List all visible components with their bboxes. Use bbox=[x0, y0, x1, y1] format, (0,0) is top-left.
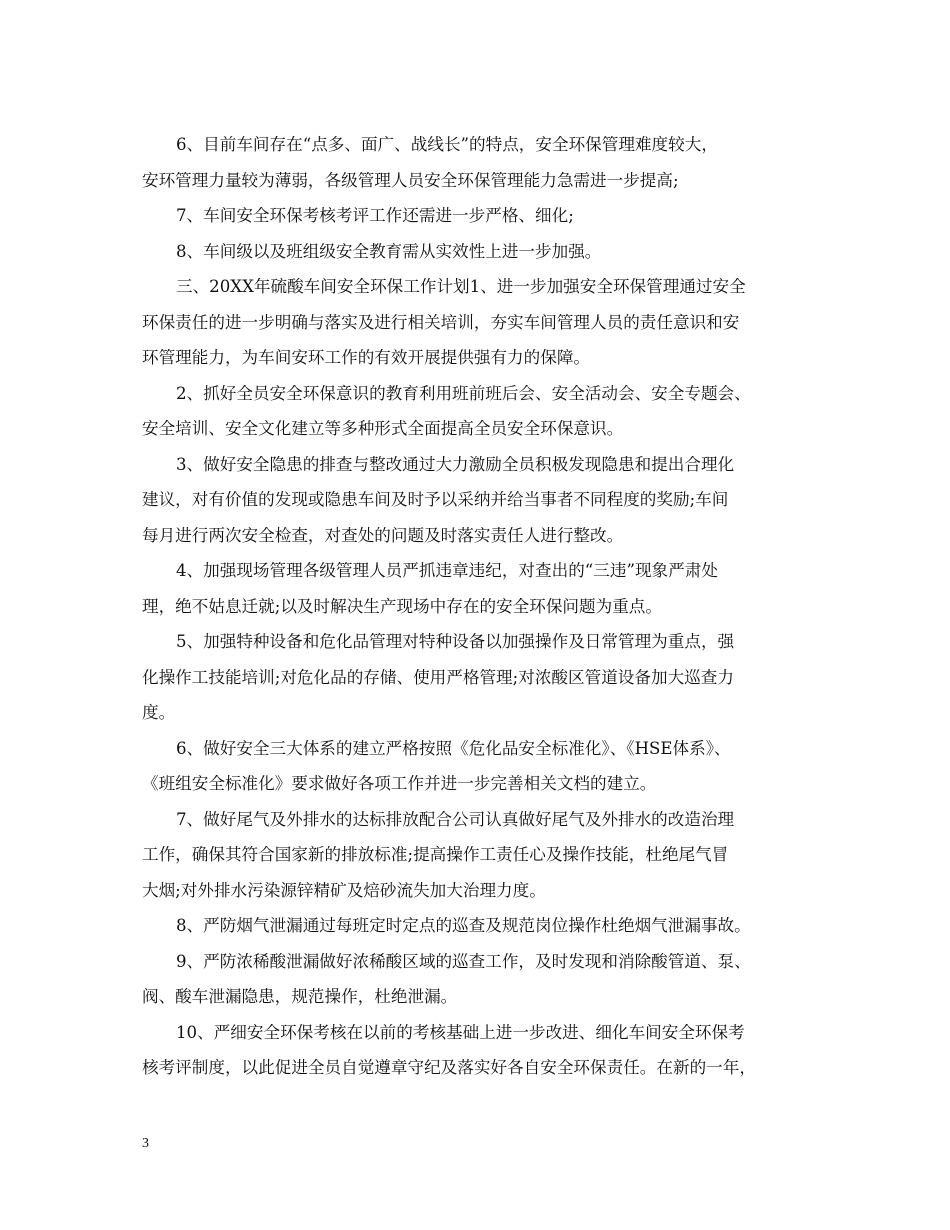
paragraph-line: 理，绝不姑息迁就;以及时解决生产现场中存在的安全环保问题为重点。 bbox=[142, 596, 662, 616]
paragraph-line: 每月进行两次安全检查，对查处的问题及时落实责任人进行整改。 bbox=[142, 525, 624, 545]
paragraph-line: 大烟;对外排水污染源锌精矿及焙砂流失加大治理力度。 bbox=[142, 880, 546, 900]
paragraph-line: 核考评制度，以此促进全员自觉遵章守纪及落实好各自安全环保责任。在新的一年， bbox=[142, 1058, 756, 1077]
paragraph-first-line: 4、加强现场管理各级管理人员严抓违章违纪，对查出的“三违”现象严肃处 bbox=[176, 561, 718, 580]
paragraph-first-line: 2、抓好全员安全环保意识的教育利用班前班后会、安全活动会、安全专题会、 bbox=[176, 383, 751, 403]
paragraph-line: 安全培训、安全文化建立等多种形式全面提高全员安全环保意识。 bbox=[142, 419, 624, 438]
paragraph-line: 度。 bbox=[142, 703, 176, 722]
paragraph-first-line: 10、严细安全环保考核在以前的考核基础上进一步改进、细化车间安全环保考 bbox=[176, 1022, 745, 1042]
paragraph-line: 《班组安全标准化》要求做好各项工作并进一步完善相关文档的建立。 bbox=[142, 774, 657, 793]
paragraph-first-line: 6、目前车间存在“点多、面广、战线长”的特点，安全环保管理难度较大， bbox=[176, 135, 718, 154]
paragraph-first-line: 8、严防烟气泄漏通过每班定时定点的巡查及规范岗位操作杜绝烟气泄漏事故。 bbox=[176, 916, 751, 935]
paragraph-line: 环管理能力，为车间安环工作的有效开展提供强有力的保障。 bbox=[142, 348, 591, 367]
document-body bbox=[142, 127, 822, 1086]
paragraph-line: 化操作工技能培训;对危化品的存储、使用严格管理;对浓酸区管道设备加大巡查力 bbox=[142, 667, 734, 687]
paragraph-first-line: 6、做好安全三大体系的建立严格按照《危化品安全标准化》、《HSE体系》、 bbox=[176, 738, 731, 758]
paragraph-first-line: 三、20XX年硫酸车间安全环保工作计划1、进一步加强安全环保管理通过安全 bbox=[176, 277, 746, 296]
paragraph-first-line: 5、加强特种设备和危化品管理对特种设备以加强操作及日常管理为重点，强 bbox=[176, 632, 735, 651]
paragraph-line: 建议，对有价值的发现或隐患车间及时予以采纳并给当事者不同程度的奖励;车间 bbox=[142, 490, 729, 509]
paragraph-first-line: 3、做好安全隐患的排查与整改通过大力激励全员积极发现隐患和提出合理化 bbox=[176, 454, 735, 474]
paragraph-line: 工作，确保其符合国家新的排放标准;提高操作工责任心及操作技能，杜绝尾气冒 bbox=[142, 845, 729, 864]
paragraph-first-line: 7、车间安全环保考核考评工作还需进一步严格、细化; bbox=[176, 206, 574, 225]
paragraph-line: 环保责任的进一步明确与落实及进行相关培训，夯实车间管理人员的责任意识和安 bbox=[142, 312, 740, 332]
paragraph-line: 阀、酸车泄漏隐患，规范操作，杜绝泄漏。 bbox=[142, 987, 458, 1006]
paragraph-line: 安环管理力量较为薄弱，各级管理人员安全环保管理能力急需进一步提高; bbox=[142, 170, 679, 190]
page-number: 3 bbox=[142, 1136, 149, 1151]
paragraph-first-line: 8、车间级以及班组级安全教育需从实效性上进一步加强。 bbox=[176, 241, 602, 261]
paragraph-first-line: 7、做好尾气及外排水的达标排放配合公司认真做好尾气及外排水的改造治理 bbox=[176, 809, 735, 829]
paragraph-first-line: 9、严防浓稀酸泄漏做好浓稀酸区域的巡查工作，及时发现和消除酸管道、泵、 bbox=[176, 951, 751, 971]
